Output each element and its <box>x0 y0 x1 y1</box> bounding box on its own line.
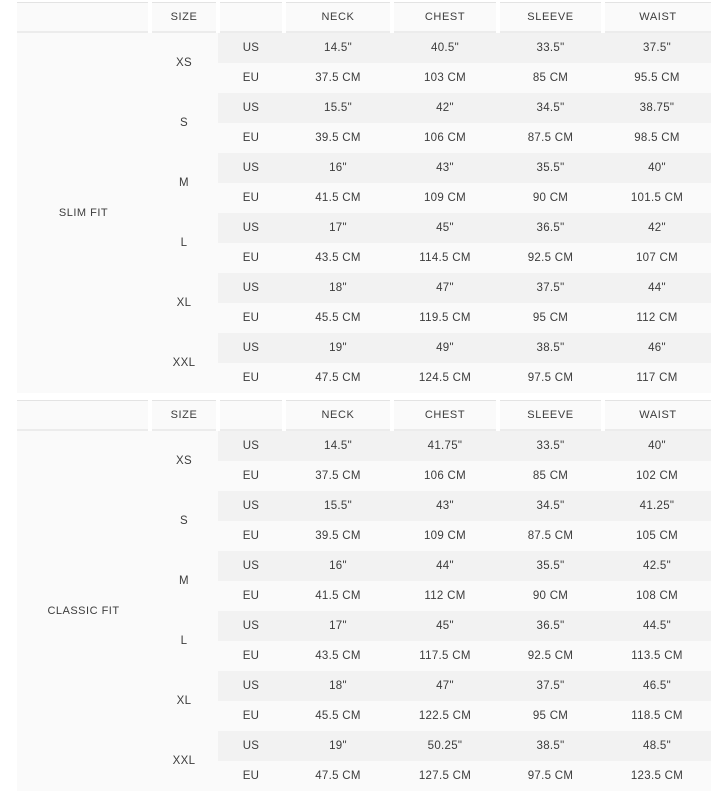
measurement-value-cell: 92.5 CM <box>498 243 603 273</box>
measurement-value-cell: 95 CM <box>498 303 603 333</box>
unit-cell: EU <box>218 641 284 671</box>
column-header-sleeve: SLEEVE <box>498 3 603 33</box>
measurement-value-cell: 43.5 CM <box>284 641 392 671</box>
fit-label: CLASSIC FIT <box>17 430 150 791</box>
measurement-value-cell: 36.5" <box>498 213 603 243</box>
unit-cell: US <box>218 153 284 183</box>
measurement-value-cell: 37.5" <box>498 273 603 303</box>
measurement-value-cell: 87.5 CM <box>498 123 603 153</box>
measurement-value-cell: 45" <box>392 213 498 243</box>
measurement-value-cell: 38.75" <box>603 93 711 123</box>
measurement-value-cell: 41.5 CM <box>284 183 392 213</box>
measurement-value-cell: 42" <box>603 213 711 243</box>
measurement-value-cell: 103 CM <box>392 63 498 93</box>
column-header-neck: NECK <box>284 401 392 431</box>
measurement-value-cell: 15.5" <box>284 93 392 123</box>
measurement-value-cell: 43" <box>392 153 498 183</box>
measurement-value-cell: 98.5 CM <box>603 123 711 153</box>
measurement-value-cell: 87.5 CM <box>498 521 603 551</box>
measurement-value-cell: 123.5 CM <box>603 761 711 791</box>
measurement-value-cell: 44" <box>603 273 711 303</box>
measurement-value-cell: 124.5 CM <box>392 363 498 393</box>
measurement-value-cell: 45.5 CM <box>284 701 392 731</box>
measurement-value-cell: 40" <box>603 153 711 183</box>
unit-cell: US <box>218 430 284 461</box>
measurement-value-cell: 39.5 CM <box>284 123 392 153</box>
measurement-value-cell: 90 CM <box>498 183 603 213</box>
measurement-value-cell: 46.5" <box>603 671 711 701</box>
measurement-value-cell: 92.5 CM <box>498 641 603 671</box>
column-header-sleeve: SLEEVE <box>498 401 603 431</box>
size-label: XL <box>150 671 218 731</box>
measurement-value-cell: 14.5" <box>284 32 392 63</box>
measurement-value-cell: 46" <box>603 333 711 363</box>
unit-cell: US <box>218 491 284 521</box>
measurement-value-cell: 19" <box>284 333 392 363</box>
measurement-value-cell: 95 CM <box>498 701 603 731</box>
measurement-value-cell: 40.5" <box>392 32 498 63</box>
measurement-value-cell: 37.5" <box>498 671 603 701</box>
measurement-value-cell: 35.5" <box>498 551 603 581</box>
fit-label: SLIM FIT <box>17 32 150 393</box>
measurement-value-cell: 18" <box>284 273 392 303</box>
unit-cell: EU <box>218 521 284 551</box>
measurement-value-cell: 33.5" <box>498 430 603 461</box>
column-header-waist: WAIST <box>603 3 711 33</box>
measurement-value-cell: 18" <box>284 671 392 701</box>
unit-cell: US <box>218 671 284 701</box>
measurement-value-cell: 35.5" <box>498 153 603 183</box>
column-header-size: SIZE <box>150 401 218 431</box>
measurement-value-cell: 33.5" <box>498 32 603 63</box>
measurement-value-cell: 109 CM <box>392 183 498 213</box>
measurement-value-cell: 14.5" <box>284 430 392 461</box>
measurement-value-cell: 85 CM <box>498 63 603 93</box>
measurement-value-cell: 17" <box>284 213 392 243</box>
unit-cell: EU <box>218 63 284 93</box>
unit-cell: US <box>218 93 284 123</box>
measurement-value-cell: 37.5" <box>603 32 711 63</box>
measurement-value-cell: 95.5 CM <box>603 63 711 93</box>
measurement-value-cell: 44" <box>392 551 498 581</box>
measurement-value-cell: 45" <box>392 611 498 641</box>
measurement-value-cell: 47.5 CM <box>284 363 392 393</box>
column-header-unit <box>218 401 284 431</box>
measurement-value-cell: 118.5 CM <box>603 701 711 731</box>
unit-cell: EU <box>218 363 284 393</box>
measurement-value-cell: 117.5 CM <box>392 641 498 671</box>
measurement-value-cell: 106 CM <box>392 123 498 153</box>
measurement-value-cell: 34.5" <box>498 93 603 123</box>
measurement-value-cell: 38.5" <box>498 333 603 363</box>
column-header-chest: CHEST <box>392 401 498 431</box>
measurement-value-cell: 113.5 CM <box>603 641 711 671</box>
measurement-value-cell: 47.5 CM <box>284 761 392 791</box>
measurement-value-cell: 90 CM <box>498 581 603 611</box>
unit-cell: EU <box>218 183 284 213</box>
measurement-value-cell: 50.25" <box>392 731 498 761</box>
measurement-value-cell: 48.5" <box>603 731 711 761</box>
us-measure-row <box>17 430 711 461</box>
measurement-value-cell: 45.5 CM <box>284 303 392 333</box>
measurement-value-cell: 122.5 CM <box>392 701 498 731</box>
measurement-value-cell: 41.75" <box>392 430 498 461</box>
measurement-value-cell: 106 CM <box>392 461 498 491</box>
unit-cell: US <box>218 273 284 303</box>
measurement-value-cell: 16" <box>284 551 392 581</box>
unit-cell: EU <box>218 123 284 153</box>
measurement-value-cell: 119.5 CM <box>392 303 498 333</box>
measurement-value-cell: 36.5" <box>498 611 603 641</box>
size-label: XL <box>150 273 218 333</box>
unit-cell: US <box>218 333 284 363</box>
measurement-value-cell: 37.5 CM <box>284 461 392 491</box>
measurement-value-cell: 15.5" <box>284 491 392 521</box>
size-label: L <box>150 611 218 671</box>
measurement-value-cell: 47" <box>392 273 498 303</box>
unit-cell: US <box>218 731 284 761</box>
size-chart-table <box>17 2 711 393</box>
measurement-value-cell: 43.5 CM <box>284 243 392 273</box>
measurement-value-cell: 108 CM <box>603 581 711 611</box>
measurement-value-cell: 117 CM <box>603 363 711 393</box>
measurement-value-cell: 19" <box>284 731 392 761</box>
table-header-row <box>17 401 711 431</box>
measurement-value-cell: 37.5 CM <box>284 63 392 93</box>
measurement-value-cell: 49" <box>392 333 498 363</box>
measurement-value-cell: 105 CM <box>603 521 711 551</box>
size-label: M <box>150 551 218 611</box>
fit-column-header <box>17 3 150 33</box>
measurement-value-cell: 34.5" <box>498 491 603 521</box>
measurement-value-cell: 102 CM <box>603 461 711 491</box>
measurement-value-cell: 114.5 CM <box>392 243 498 273</box>
table-header-row <box>17 3 711 33</box>
measurement-value-cell: 107 CM <box>603 243 711 273</box>
unit-cell: EU <box>218 701 284 731</box>
measurement-value-cell: 42" <box>392 93 498 123</box>
column-header-waist: WAIST <box>603 401 711 431</box>
measurement-value-cell: 43" <box>392 491 498 521</box>
unit-cell: US <box>218 551 284 581</box>
size-label: XXL <box>150 731 218 791</box>
measurement-value-cell: 47" <box>392 671 498 701</box>
fit-column-header <box>17 401 150 431</box>
unit-cell: EU <box>218 761 284 791</box>
size-label: M <box>150 153 218 213</box>
column-header-size: SIZE <box>150 3 218 33</box>
unit-cell: EU <box>218 581 284 611</box>
measurement-value-cell: 38.5" <box>498 731 603 761</box>
measurement-value-cell: 112 CM <box>392 581 498 611</box>
measurement-value-cell: 17" <box>284 611 392 641</box>
measurement-value-cell: 39.5 CM <box>284 521 392 551</box>
size-label: S <box>150 491 218 551</box>
measurement-value-cell: 16" <box>284 153 392 183</box>
size-label: L <box>150 213 218 273</box>
measurement-value-cell: 85 CM <box>498 461 603 491</box>
us-measure-row <box>17 32 711 63</box>
measurement-value-cell: 97.5 CM <box>498 363 603 393</box>
unit-cell: US <box>218 611 284 641</box>
unit-cell: EU <box>218 303 284 333</box>
unit-cell: US <box>218 213 284 243</box>
measurement-value-cell: 127.5 CM <box>392 761 498 791</box>
measurement-value-cell: 101.5 CM <box>603 183 711 213</box>
size-label: S <box>150 93 218 153</box>
measurement-value-cell: 41.25" <box>603 491 711 521</box>
measurement-value-cell: 42.5" <box>603 551 711 581</box>
measurement-value-cell: 97.5 CM <box>498 761 603 791</box>
measurement-value-cell: 41.5 CM <box>284 581 392 611</box>
unit-cell: EU <box>218 461 284 491</box>
column-header-chest: CHEST <box>392 3 498 33</box>
measurement-value-cell: 109 CM <box>392 521 498 551</box>
column-header-unit <box>218 3 284 33</box>
unit-cell: US <box>218 32 284 63</box>
measurement-value-cell: 44.5" <box>603 611 711 641</box>
size-label: XXL <box>150 333 218 393</box>
unit-cell: EU <box>218 243 284 273</box>
column-header-neck: NECK <box>284 3 392 33</box>
size-label: XS <box>150 430 218 491</box>
size-label: XS <box>150 32 218 93</box>
size-chart-table <box>17 400 711 791</box>
measurement-value-cell: 40" <box>603 430 711 461</box>
measurement-value-cell: 112 CM <box>603 303 711 333</box>
